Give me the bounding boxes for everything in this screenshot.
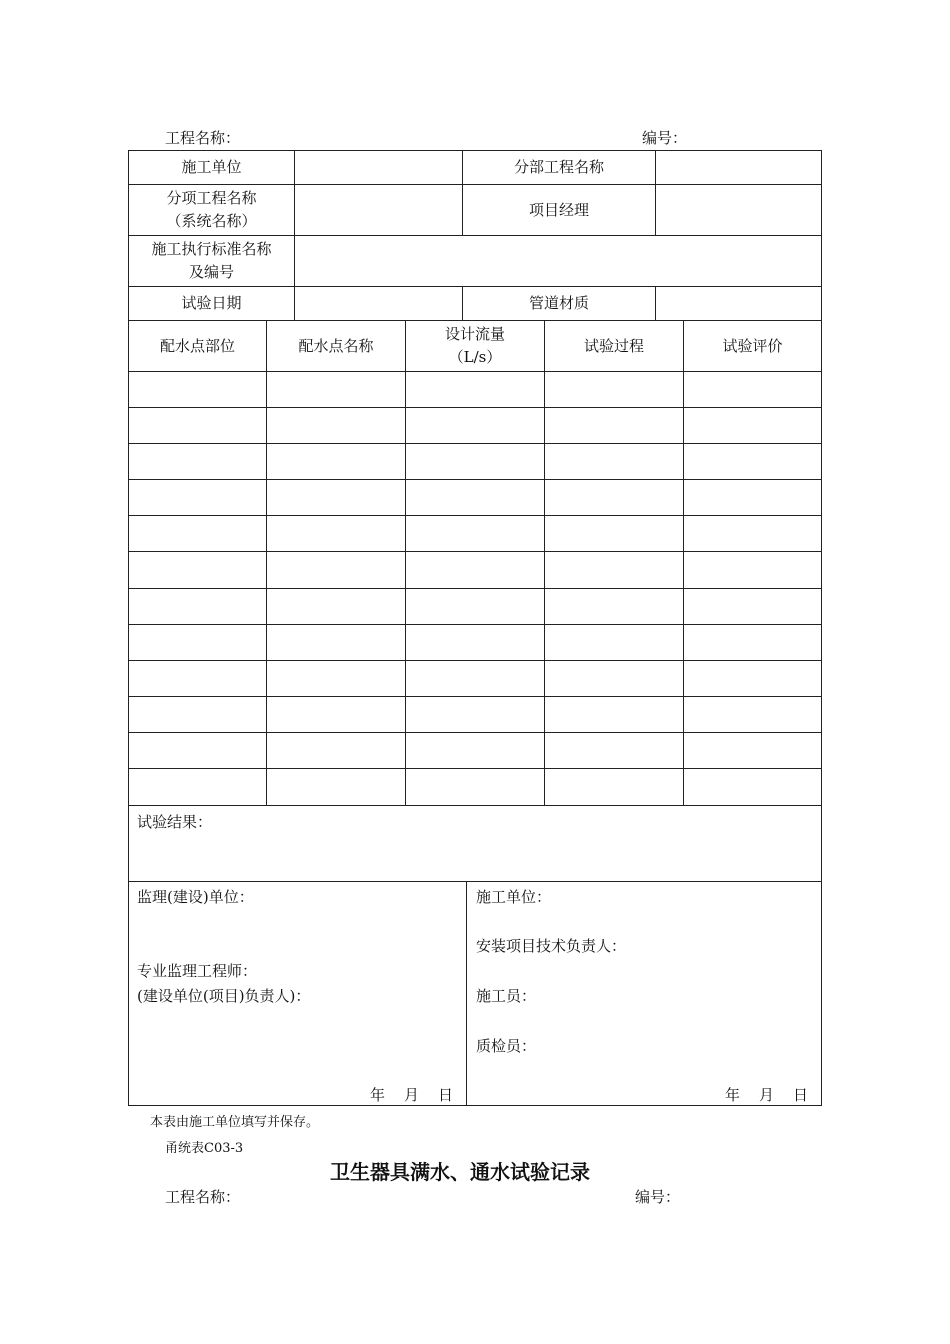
project-manager-value[interactable] [656, 185, 821, 235]
construction-worker-label: 施工员： [476, 987, 537, 1005]
pipe-material-label: 管道材质 [528, 294, 589, 312]
design-flow-label: 设计流量 [444, 325, 505, 343]
sub-project-name-value[interactable] [656, 151, 821, 184]
number-label: 编号： [642, 129, 688, 147]
next-project-name-label: 工程名称： [165, 1188, 241, 1206]
quality-inspector-label: 质检员： [476, 1037, 537, 1055]
column-header-test-process: 试验过程 [583, 336, 644, 355]
next-number-label: 编号： [635, 1188, 681, 1206]
item-project-name-label [129, 185, 294, 235]
supervising-engineer-label: 专业监理工程师： [137, 962, 258, 980]
left-month-label: 月 [404, 1086, 420, 1104]
standard-label [129, 236, 294, 286]
sub-project-name-label: 分部工程名称 [513, 158, 604, 176]
standard-line2: 及编号 [188, 263, 234, 281]
test-date-value[interactable] [295, 287, 462, 320]
standard-value[interactable] [295, 236, 821, 286]
footer-note: 本表由施工单位填写并保存。 [150, 1115, 320, 1130]
project-manager-label: 项目经理 [528, 200, 589, 219]
supervision-unit-label: 监理(建设)单位： [137, 888, 254, 906]
tech-lead-label: 安装项目技术负责人： [476, 937, 627, 955]
item-project-line2: （系统名称） [166, 212, 257, 230]
right-day-label: 日 [793, 1086, 809, 1104]
left-day-label: 日 [438, 1086, 454, 1104]
test-result-label: 试验结果： [137, 813, 213, 831]
right-month-label: 月 [759, 1086, 775, 1104]
standard-line1: 施工执行标准名称 [151, 240, 272, 258]
column-header-point-name: 配水点名称 [298, 336, 374, 355]
owner-representative-label: (建设单位(项目)负责人)： [137, 987, 311, 1005]
item-project-name-value[interactable] [295, 185, 462, 235]
left-year-label: 年 [370, 1086, 386, 1104]
column-header-location: 配水点部位 [159, 336, 235, 355]
item-project-line1: 分项工程名称 [166, 189, 257, 207]
construction-unit-label: 施工单位 [181, 158, 242, 176]
construction-unit-value[interactable] [295, 151, 462, 184]
form-code: 甬统表C03-3 [165, 1141, 244, 1156]
pipe-material-value[interactable] [656, 287, 821, 320]
test-date-label: 试验日期 [181, 294, 242, 312]
next-form-title: 卫生器具满水、通水试验记录 [330, 1160, 590, 1184]
right-year-label: 年 [725, 1086, 741, 1104]
column-header-design-flow [406, 321, 544, 371]
column-header-test-evaluation: 试验评价 [722, 336, 783, 355]
project-name-label: 工程名称： [165, 129, 241, 147]
construction-unit-sign-label: 施工单位： [476, 888, 552, 906]
design-flow-unit: （L/s） [448, 348, 502, 366]
